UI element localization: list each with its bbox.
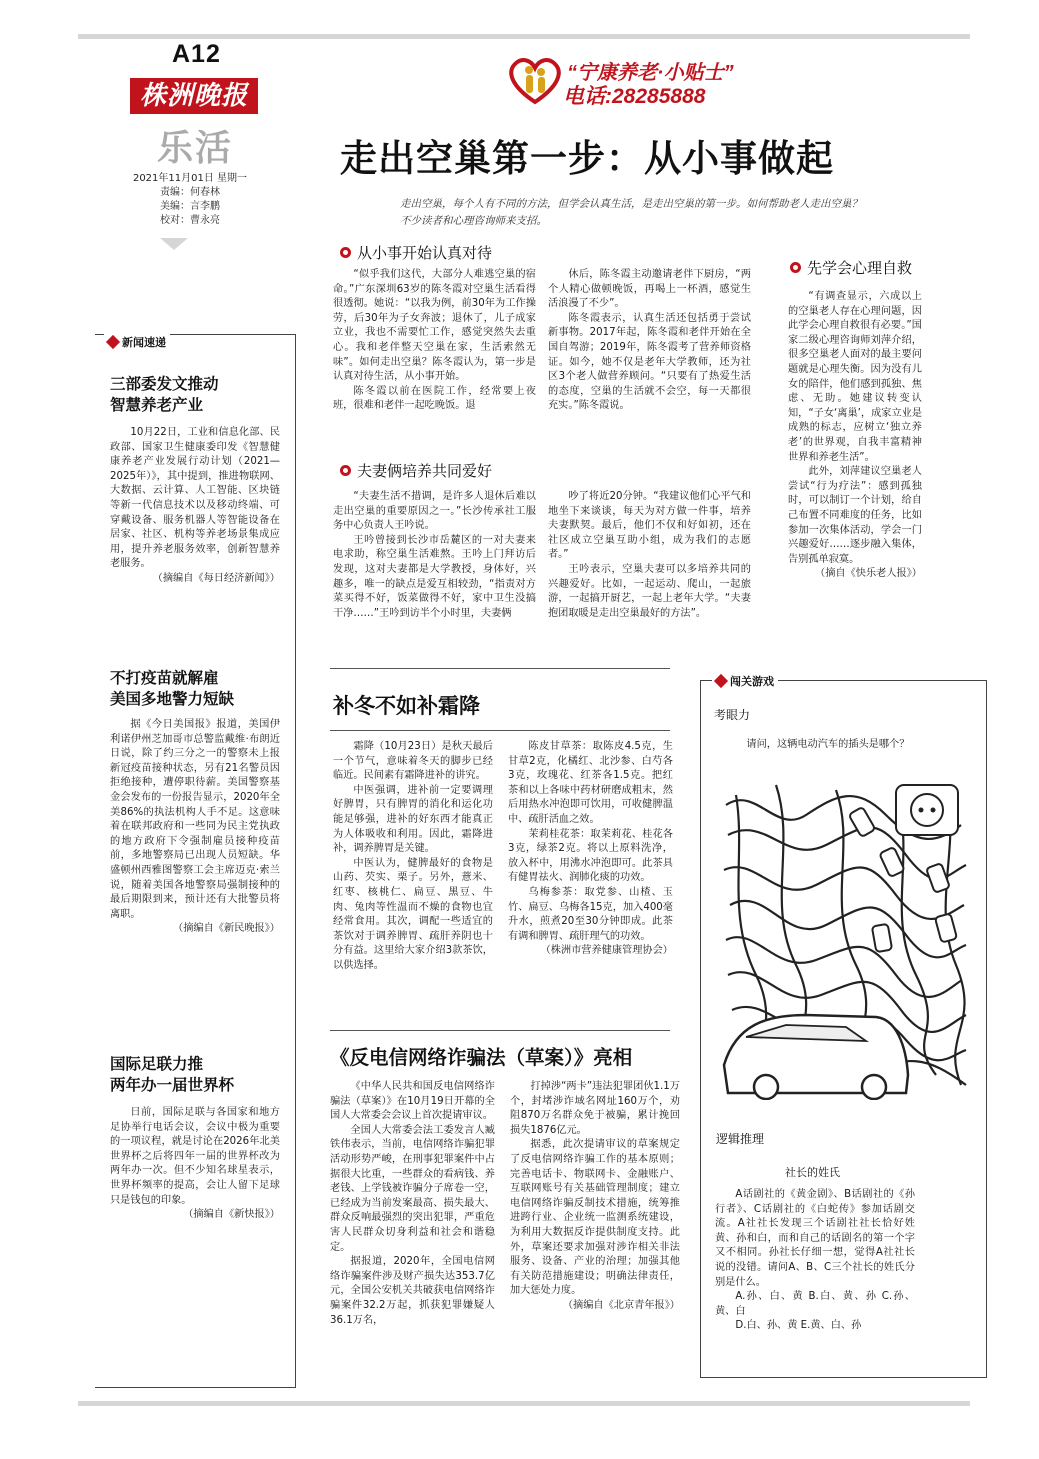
law-column-1 [330, 1080, 495, 1328]
paragraph: 全国人大常委会法工委发言人臧铁伟表示，当前，电信网络诈骗犯罪活动形势严峻，在刑事犯罪案件中占据很大比重，一些群众的看病钱、养老钱、上学钱被诈骗分子席卷一空，已经成为当前发案最高、损失最大、群众反响最强烈的突出犯罪，严重危害人民群众切身利益和社会和谐稳定。 [330, 1124, 495, 1253]
news-body [110, 426, 280, 587]
health-column-1 [333, 740, 493, 974]
paragraph: 霜降（10月23日）是秋天最后一个节气，意味着冬天的脚步已经临近。民间素有霜降进补的讲究。 [333, 741, 493, 782]
news-item-2 [110, 668, 280, 937]
source-credit: （摘编自《每日经济新闻》） [152, 572, 280, 584]
divider-line [330, 730, 670, 731]
newspaper-masthead: 株洲晚报 [130, 78, 258, 114]
meta-pointer [160, 238, 188, 250]
question-text: A话剧社的《黄金剧》、B话剧社的《孙行者》、C话剧社的《白蛇传》参加话剧交流。A社社长发现三个话剧社社长恰好姓黄、孙和白，而和自己的话剧名的第一个字又不相同。孙社长仔细一想，觉得A社社长说的没错。请问A、B、C三个社长的姓氏分别是什么。 [715, 1189, 915, 1288]
question-text: 请问，这辆电动汽车的插头是哪个？ [746, 739, 910, 750]
plug-maze-illustration [716, 775, 972, 1100]
divider-line [330, 1030, 670, 1031]
meta-designer: 美编：言李鹏 [160, 201, 220, 212]
subheading-text: 从小事开始认真对待 [357, 244, 493, 262]
puzzle-tag [712, 673, 778, 689]
health-title: 补冬不如补霜降 [333, 694, 480, 718]
subheading-text: 夫妻俩培养共同爱好 [357, 462, 493, 480]
subheading-text: 先学会心理自救 [807, 259, 913, 277]
meta-date: 2021年11月01日 星期一 [132, 173, 248, 184]
bullet-circle-icon [790, 262, 801, 273]
subheading-shared-hobbies [340, 460, 492, 481]
paragraph: “有调查显示，六成以上的空巢老人存在心理问题，因此学会心理自救很有必要。”国家二级心理咨询师刘萍介绍，很多空巢老人面对的最主要问题就是心理失衡。因为没有儿女的陪伴，他们感到孤独、焦虑、无助。她建议转变认知，“子女‘离巢’，成家立业是成熟的标志，应树立‘独立养老’的世界观，自我丰富精神世界和养老生活”。 [788, 291, 923, 463]
paragraph: 中医强调，进补前一定要调理好脾胃，只有脾胃的消化和运化功能足够强，进补的好东西才能真正为人体吸收和利用。因此，霜降进补，调养脾胃是关键。 [333, 784, 493, 855]
s1-column-1 [333, 268, 536, 414]
puzzle-2-title: 社长的姓氏 [785, 1166, 840, 1179]
health-column-2 [508, 740, 673, 959]
source-credit: （摘编自《新民晚报》） [173, 923, 280, 935]
bullet-circle-icon [340, 247, 351, 258]
source-credit: （摘自《快乐老人报》） [815, 568, 922, 580]
page-number: A12 [172, 40, 221, 68]
paragraph: 此外，刘萍建议空巢老人尝试“行为疗法”：感到孤独时，可以制订一个计划，给自己布置不同难度的任务，比如参加一次集体活动，学会一门兴趣爱好……逐步融入集体，告别孤单寂寞。 [788, 466, 922, 565]
meta-proofreader: 校对：曹永亮 [160, 215, 220, 226]
answer-options: D.白、孙、黄 E.黄、白、孙 [735, 1320, 862, 1332]
subheading-self-help [790, 257, 912, 278]
news-body [110, 1106, 280, 1223]
news-body [110, 718, 280, 937]
source-credit: （摘编自《北京青年报》） [562, 1299, 680, 1311]
paragraph: 《中华人民共和国反电信网络诈骗法（草案）》在10月19日开幕的全国人大常委会会议上首次提请审议。 [330, 1081, 495, 1122]
puzzle-1-question [726, 738, 971, 753]
source-credit: （株洲市营养健康管理协会） [540, 945, 673, 957]
subheading-small-things [340, 242, 492, 263]
bottom-rule [78, 1401, 970, 1406]
meta-editor: 责编：何春林 [160, 187, 220, 198]
badge-phone: 电话:28285888 [563, 85, 706, 108]
tag-marker-icon [714, 674, 728, 688]
law-title: 《反电信网络诈骗法（草案）》亮相 [330, 1046, 633, 1069]
elderly-care-badge [505, 50, 770, 110]
paragraph: “似乎我们这代，大部分人难逃空巢的宿命。”广东深圳63岁的陈冬霞对空巢生活看得很透彻。她说：“以我为例，前30年为工作操劳，后30年为子女奔波；退休了，儿子成家立业，我也不需要忙工作，感觉突然失去重心。我和老伴整天空巢在家，生活索然无味”。如何走出空巢？陈冬霞认为，第一步是认真对待生活，从小事开始。 [333, 269, 536, 383]
news-item-3 [110, 1054, 280, 1223]
news-headline: 不打疫苗就解雇 美国多地警力短缺 [110, 669, 235, 708]
news-brief-label: 新闻速递 [122, 336, 166, 349]
news-headline: 三部委发文推动 智慧养老产业 [110, 375, 219, 414]
paragraph: 吵了将近20分钟。“我建议他们心平气和地坐下来谈谈，每天为对方做一件事，培养夫妻默契。最后，他们不仅和好如初，还在社区成立空巢互助小组，成为我们的志愿者。” [548, 491, 751, 561]
paragraph: 休后，陈冬霞主动邀请老伴下厨房，“两个人精心做顿晚饭，再喝上一杯酒，感觉生活浪漫了不少”。 [548, 269, 751, 310]
badge-slogan: “宁康养老·小贴士” [567, 62, 734, 84]
paragraph: 茉莉桂花茶：取茉莉花、桂花各3克，绿茶2克。将以上原料洗净，放入杯中，用沸水冲泡即可。此茶具有健胃祛火、润肺化痰的功效。 [508, 828, 673, 884]
feature-title: 走出空巢第一步：从小事做起 [340, 137, 834, 180]
paragraph: 据报道，2020年，全国电信网络诈骗案件涉及财产损失达353.7亿元，全国公安机关共破获电信网络诈骗案件32.2万起，抓获犯罪嫌疑人36.1万名， [330, 1256, 495, 1326]
puzzle-1-label: 考眼力 [714, 708, 751, 722]
top-rule [78, 34, 970, 39]
paragraph: 据《今日美国报》报道，美国伊利诺伊州芝加哥市总警监戴维·布朗近日说，除了约三分之一的警察未上报新冠疫苗接种状态，另有21名警员因拒绝接种，遭停职待薪。美国警察基金会发布的一份报告显示，2020年全美86%的执法机构人手不足。这意味着在联邦政府和一些同为民主党执政的地方政府下令强制雇员接种疫苗前，多地警察局已出现人员短缺。华盛顿州西雅图警察工会主席迈克·索兰说，随着美国各地警察局强制接种的最后期限到来，预计还有大批警员将离职。 [110, 719, 280, 920]
divider-line [330, 668, 670, 669]
paragraph: 王吟曾接到长沙市岳麓区的一对夫妻来电求助，称空巢生活难熬。王吟上门拜访后发现，这对夫妻都是大学教授，身体好，兴趣多，唯一的缺点是爱互相较劲，“指责对方菜买得不好，饭菜做得不好，家中卫生没搞干净……”王吟到访半个小时里，夫妻俩 [333, 534, 536, 619]
news-item-1 [110, 374, 280, 587]
news-brief-tag [104, 334, 170, 350]
s2-column-1 [333, 490, 536, 621]
paragraph: 陈冬霞表示，认真生活还包括勇于尝试新事物。2017年起，陈冬霞和老伴开始在全国自驾游；2019年，陈冬霞考了营养师资格证。如今，她不仅是老年大学教师，还为社区3个老人做营养顾问。“只要有了热爱生活的态度，空巢的生活就不会空，每一天都很充实。”陈冬霞说。 [548, 312, 751, 412]
paragraph: 日前，国际足联与各国家和地方足协举行电话会议，会议中极为重要的一项议程，就是讨论在2026年北美世界杯之后将四年一届的世界杯改为两年办一次。但不少知名球星表示，世界杯频率的提高，会让人留下足球只是钱包的印象。 [110, 1107, 280, 1206]
paragraph: 陈冬霞以前在医院工作，经常要上夜班，很难和老伴一起吃晚饭。退 [333, 385, 536, 412]
paragraph: 陈皮甘草茶：取陈皮4.5克，生甘草2克，化橘红、北沙参、白芍各3克，玫瑰花、红茶各1.5克。把红茶和以上各味中药材研磨成粗末，然后用热水冲泡即可饮用，可收健脾温中、疏肝活血之效。 [508, 741, 673, 825]
puzzle-tag-label: 闯关游戏 [730, 675, 774, 688]
page-meta [120, 172, 260, 228]
s2-column-2 [548, 490, 751, 621]
law-column-2 [510, 1080, 680, 1314]
source-credit: （摘编自《新快报》） [183, 1209, 280, 1221]
paragraph: 中医认为，健脾最好的食物是山药、芡实、栗子。另外，薏米、红枣、核桃仁、扁豆、黑豆、牛肉、兔肉等性温而不燥的食物也宜经常食用。其次，调配一些适宜的茶饮对于调养脾胃、疏肝养阴也十分有益。这里给大家介绍3款茶饮，以供选择。 [333, 857, 493, 971]
s3-column [788, 290, 922, 582]
paragraph: 打掉涉“两卡”违法犯罪团伙1.1万个，封堵涉诈域名网址160万个，劝阻870万名群众免于被骗，累计挽回损失1876亿元。 [510, 1081, 680, 1136]
answer-options: A.孙、白、黄 B.白、黄、孙 C.孙、黄、白 [715, 1291, 915, 1317]
news-headline: 国际足联力推 两年办一届世界杯 [110, 1055, 235, 1094]
paragraph: 10月22日，工业和信息化部、民政部、国家卫生健康委印发《智慧健康养老产业发展行动计划（2021—2025年）》，其中提到，推进物联网、大数据、云计算、人工智能、区块链等新一代信息技术以及移动终端、可穿戴设备、服务机器人等智能设备在居家、社区、机构等养老场景集成应用，提升养老服务效率，创新智慧养老服务。 [110, 427, 280, 570]
paragraph: “夫妻生活不措调，是许多人退休后难以走出空巢的重要原因之一。”长沙传承社工服务中心负责人王吟说。 [333, 491, 536, 532]
paragraph: 乌梅参茶：取党参、山楂、玉竹、扁豆、乌梅各15克，加入400毫升水，煎煮20至30分钟即成。此茶有调和脾胃、疏肝理气的功效。 [508, 886, 673, 942]
puzzle-2-body [715, 1188, 915, 1334]
tag-marker-icon [106, 335, 120, 349]
heart-couple-icon [505, 54, 565, 106]
s1-column-2 [548, 268, 751, 414]
section-name: 乐活 [157, 127, 234, 169]
feature-lead: 走出空巢，每个人有不同的方法，但学会认真生活，是走出空巢的第一步。如何帮助老人走出空巢？不少读者和心理咨询师来支招。 [400, 198, 862, 227]
paragraph: 据悉，此次提请审议的草案规定了反电信网络诈骗工作的基本原则；完善电话卡、物联网卡、金融账户、互联网账号有关基础管理制度；建立电信网络诈骗反制技术措施，统筹推进跨行业、企业统一监测系统建设，为利用大数据反诈提供制度支持。此外，草案还要求加强对涉诈相关非法服务、设备、产业的治理；加强其他有关防范措施建设；明确法律责任，加大惩处力度。 [510, 1139, 680, 1297]
bullet-circle-icon [340, 465, 351, 476]
paragraph: 王吟表示，空巢夫妻可以多培养共同的兴趣爱好。比如，一起运动、爬山，一起旅游，一起搞开厨艺，一起上老年大学。“夫妻抱团取暖是走出空巢最好的方法”。 [548, 563, 751, 619]
puzzle-2-label: 逻辑推理 [716, 1132, 765, 1146]
